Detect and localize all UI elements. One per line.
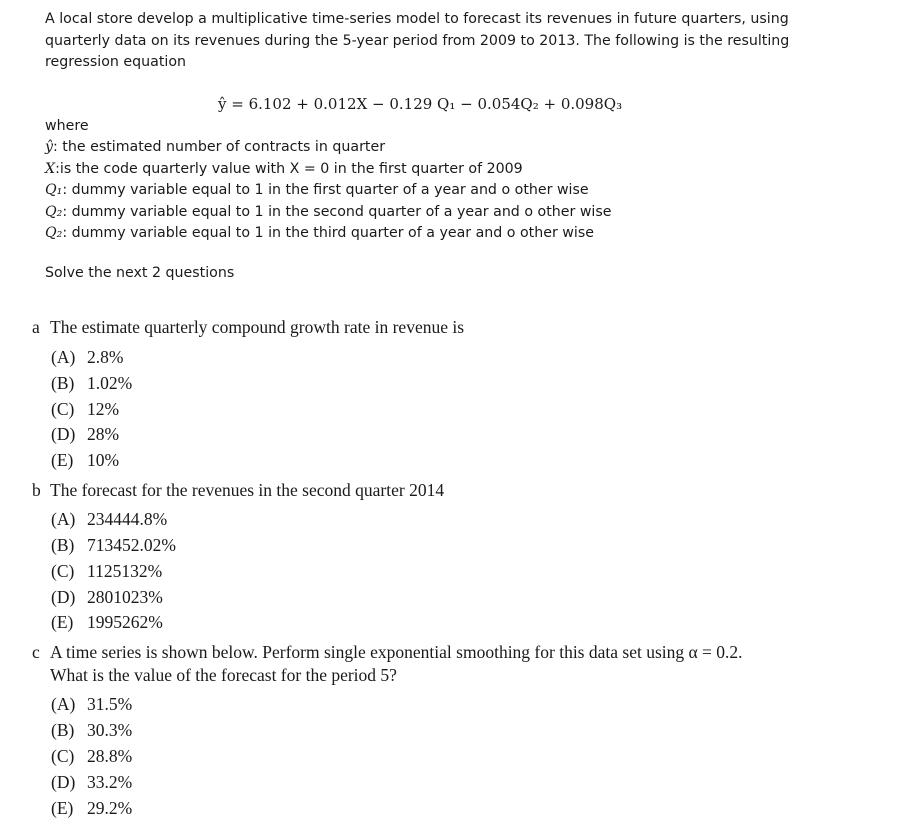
- option-value: 2.8%: [87, 347, 124, 367]
- question-label: b: [32, 480, 41, 500]
- definition-symbol: Q₂: [45, 203, 63, 220]
- option-item: [51, 561, 162, 582]
- question-b-title: [32, 480, 444, 501]
- option-key: (A): [51, 347, 76, 367]
- option-item: [51, 746, 132, 767]
- regression-equation: ŷ = 6.102 + 0.012X − 0.129 Q₁ − 0.054Q₂ + 0.098Q₃: [218, 95, 623, 113]
- option-item: [51, 373, 132, 394]
- question-text: A time series is shown below. Perform single exponential smoothing for this data set using α = 0.2.: [50, 642, 743, 662]
- option-key: (C): [51, 399, 75, 419]
- option-value: 28%: [87, 424, 120, 444]
- definition-text: : dummy variable equal to 1 in the third quarter of a year and o other wise: [62, 225, 594, 242]
- option-item: [51, 399, 119, 420]
- option-value: 10%: [87, 450, 120, 470]
- option-value: 33.2%: [87, 772, 133, 792]
- definition-item: [45, 202, 845, 223]
- option-value: 2801023%: [87, 587, 163, 607]
- option-value: 30.3%: [87, 720, 133, 740]
- option-value: 29.2%: [87, 798, 133, 818]
- option-item: [51, 772, 132, 793]
- option-key: (C): [51, 561, 75, 581]
- option-item: [51, 509, 167, 530]
- definition-symbol: Q₁: [45, 182, 63, 199]
- option-key: (B): [51, 373, 75, 393]
- definitions-block: [45, 116, 845, 244]
- option-key: (B): [51, 535, 75, 555]
- option-item: [51, 612, 163, 633]
- definition-item: [45, 137, 845, 158]
- option-value: 1125132%: [87, 561, 163, 581]
- definition-text: : dummy variable equal to 1 in the first quarter of a year and o other wise: [62, 182, 589, 199]
- question-text-continued: What is the value of the forecast for the period 5?: [50, 665, 397, 685]
- question-label: c: [32, 642, 40, 662]
- solve-instruction: Solve the next 2 questions: [45, 265, 235, 281]
- option-key: (D): [51, 424, 76, 444]
- option-item: [51, 720, 132, 741]
- option-value: 1.02%: [87, 373, 133, 393]
- question-c-title: [32, 642, 743, 663]
- definition-text: : dummy variable equal to 1 in the second quarter of a year and o other wise: [62, 203, 612, 220]
- option-value: 713452.02%: [87, 535, 176, 555]
- option-key: (E): [51, 612, 74, 632]
- option-item: [51, 694, 132, 715]
- option-item: [51, 535, 176, 556]
- option-item: [51, 424, 119, 445]
- definition-symbol: X: [45, 160, 56, 177]
- option-key: (A): [51, 509, 76, 529]
- definition-item: [45, 159, 845, 180]
- option-item: [51, 450, 119, 471]
- option-value: 31.5%: [87, 694, 133, 714]
- option-key: (D): [51, 587, 76, 607]
- definition-symbol: ŷ: [45, 139, 54, 156]
- where-label: where: [45, 118, 89, 134]
- definition-text: :is the code quarterly value with X = 0 in the first quarter of 2009: [55, 160, 523, 177]
- question-text: The estimate quarterly compound growth rate in revenue is: [50, 317, 465, 337]
- option-key: (A): [51, 694, 76, 714]
- intro-paragraph: A local store develop a multiplicative time-series model to forecast its revenues in future quarters, using quarterly data on its revenues during the 5-year period from 2009 to 2013. The following is the resulting regression equation: [45, 11, 790, 70]
- definition-item: [45, 223, 845, 244]
- question-text: The forecast for the revenues in the second quarter 2014: [50, 480, 445, 500]
- option-key: (E): [51, 450, 74, 470]
- option-key: (D): [51, 772, 76, 792]
- option-key: (E): [51, 798, 74, 818]
- definition-symbol: Q₂: [45, 225, 63, 242]
- option-key: (B): [51, 720, 75, 740]
- question-label: a: [32, 317, 40, 337]
- option-item: [51, 798, 132, 819]
- option-value: 28.8%: [87, 746, 133, 766]
- option-item: [51, 587, 163, 608]
- option-value: 12%: [87, 399, 120, 419]
- option-key: (C): [51, 746, 75, 766]
- question-a-title: [32, 317, 464, 338]
- option-value: 1995262%: [87, 612, 163, 632]
- option-value: 234444.8%: [87, 509, 168, 529]
- definition-item: [45, 180, 845, 201]
- option-item: [51, 347, 123, 368]
- definition-text: : the estimated number of contracts in quarter: [53, 139, 386, 156]
